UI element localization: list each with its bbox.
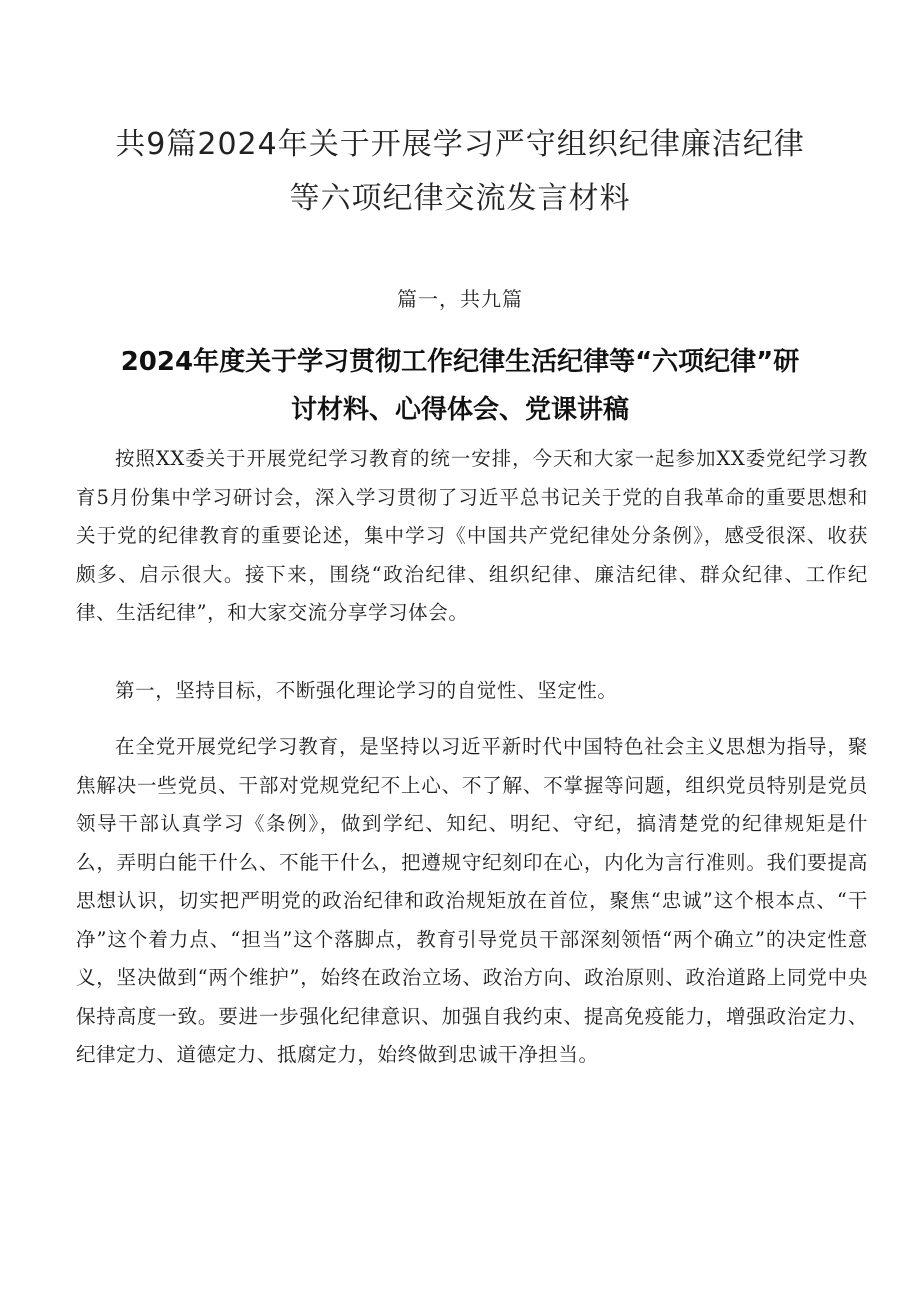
document-title-line-2: 等六项纪律交流发言材料	[289, 181, 631, 216]
document-title	[60, 118, 860, 226]
document-title-line-1: 共9篇2024年关于开展学习严守组织纪律廉洁纪律	[115, 127, 805, 162]
body-paragraph-intro: 按照XX委关于开展党纪学习教育的统一安排，今天和大家一起参加XX委党纪学习教育5月份集中学习研讨会，深入学习贯彻了习近平总书记关于党的自我革命的重要思想和关于党的纪律教育的重要论述，集中学习《中国共产党纪律处分条例》，感受很深、收获颇多、启示很大。接下来，围绕“政治纪律、组织纪律、廉洁纪律、群众纪律、工作纪律、生活纪律”，和大家交流分享学习体会。	[76, 447, 868, 624]
article-title-line-2: 讨材料、心得体会、党课讲稿	[290, 395, 629, 425]
body-paragraph-discipline-education: 在全党开展党纪学习教育，是坚持以习近平新时代中国特色社会主义思想为指导，聚焦解决一些党员、干部对党规党纪不上心、不了解、不掌握等问题，组织党员特别是党员领导干部认真学习《条例》，做到学纪、知纪、明纪、守纪，搞清楚党的纪律规矩是什么，弄明白能干什么、不能干什么，把遵规守纪刻印在心，内化为言行准则。我们要提高思想认识，切实把严明党的政治纪律和政治规矩放在首位，聚焦“忠诚”这个根本点、“干净”这个着力点、“担当”这个落脚点，教育引导党员干部深刻领悟“两个确立”的决定性意义，坚决做到“两个维护”，始终在政治立场、政治方向、政治原则、政治道路上同党中央保持高度一致。要进一步强化纪律意识、加强自我约束、提高免疫能力，增强政治定力、纪律定力、道德定力、抵腐定力，始终做到忠诚干净担当。	[76, 735, 868, 1066]
article-title	[100, 338, 820, 434]
article-label: 篇一，共九篇	[397, 287, 523, 311]
article-title-line-1: 2024年度关于学习贯彻工作纪律生活纪律等“六项纪律”研	[120, 347, 800, 377]
body-paragraph-heading-first: 第一，坚持目标，不断强化理论学习的自觉性、坚定性。	[115, 679, 618, 702]
